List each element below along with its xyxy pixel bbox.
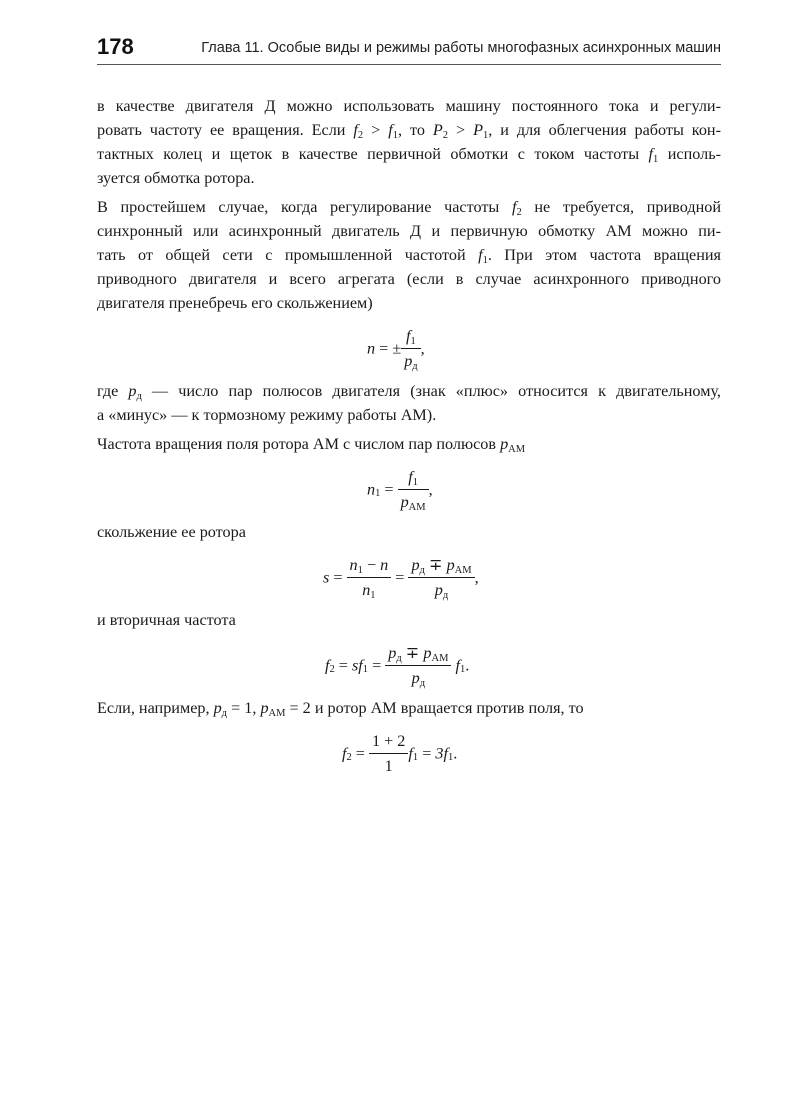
text-line: тать от общей сети с промышленной частотой $f_1$. При этом частота вращения — [97, 246, 721, 266]
fraction: $\frac{1 + 2}{1}$ — [369, 731, 408, 776]
fraction: $\frac{f_1}{p_д}$ — [401, 326, 420, 371]
page-number: 178 — [97, 34, 134, 59]
text-line: где $p_д$ — число пар полюсов двигателя (знак «плюс» относится к двигательному, — [97, 382, 721, 402]
equation-n: n = ± $\frac{f_1}{p_д}$ , — [367, 326, 425, 372]
header-rule — [97, 64, 721, 65]
text-line: Если, например, $p_д = 1$, $p_{АМ} = 2$ и ротор АМ вращается против поля, то — [97, 699, 584, 719]
paragraph-2 — [97, 195, 721, 315]
fraction: $\frac{p_д \mp p_{АМ}}{p_д}$ — [385, 643, 451, 688]
fraction: $\frac{f_1}{p_{АМ}}$ — [398, 467, 429, 512]
paragraph-4 — [97, 432, 721, 456]
paragraph-3 — [97, 379, 721, 427]
paragraph-7 — [97, 696, 721, 720]
fraction: $\frac{n_1 - n}{n_1}$ — [347, 555, 392, 600]
text-line: зуется обмотка ротора. — [97, 169, 255, 187]
text-line: тактных колец и щеток в качестве первичной обмотки с током частоты $f_1$ исполь- — [97, 145, 721, 165]
paragraph-1 — [97, 94, 721, 190]
equation-slip: s = $\frac{n_1 - n}{n_1}$ = $\frac{p_д \mp p_{АМ}}{p_д}$ , — [323, 555, 479, 601]
fraction: $\frac{p_д \mp p_{АМ}}{p_д}$ — [408, 555, 474, 600]
text-line: в качестве двигателя Д можно использовать машину постоянного тока и регули- — [97, 97, 721, 115]
text-line: Частота вращения поля ротора АМ с числом пар полюсов $p_{АМ}$ — [97, 435, 526, 455]
equation-f2: $f_2 = sf_1$ = $\frac{p_д \mp p_{АМ}}{p_д}$ $f_1$. — [325, 643, 470, 689]
text-line: двигателя пренебречь его скольжением) — [97, 294, 373, 312]
text-line: ровать частоту ее вращения. Если $f_2 > f_1$, то $P_2 > P_1$, и для облегчения работы кон- — [97, 121, 721, 141]
page-body — [97, 94, 721, 784]
paragraph-6 — [97, 608, 721, 632]
text-line: а «минус» — к тормозному режиму работы АМ). — [97, 406, 437, 424]
running-title: Глава 11. Особые виды и режимы работы многофазных асинхронных машин — [201, 40, 721, 56]
text-line: и вторичная частота — [97, 611, 236, 629]
text-line: В простейшем случае, когда регулирование частоты $f_2$ не требуется, приводной — [97, 198, 721, 218]
paragraph-5 — [97, 520, 721, 544]
equation-example: $f_2$ = $\frac{1 + 2}{1}$ $f_1 = 3f_1$. — [342, 731, 458, 775]
text-line: приводного двигателя и всего агрегата (если в случае асинхронного приводного — [97, 270, 721, 288]
text-line: синхронный или асинхронный двигатель Д и первичную обмотку АМ можно пи- — [97, 222, 721, 240]
text-line: скольжение ее ротора — [97, 523, 246, 541]
equation-n1: $n_1$ = $\frac{f_1}{p_{АМ}}$ , — [367, 467, 433, 513]
